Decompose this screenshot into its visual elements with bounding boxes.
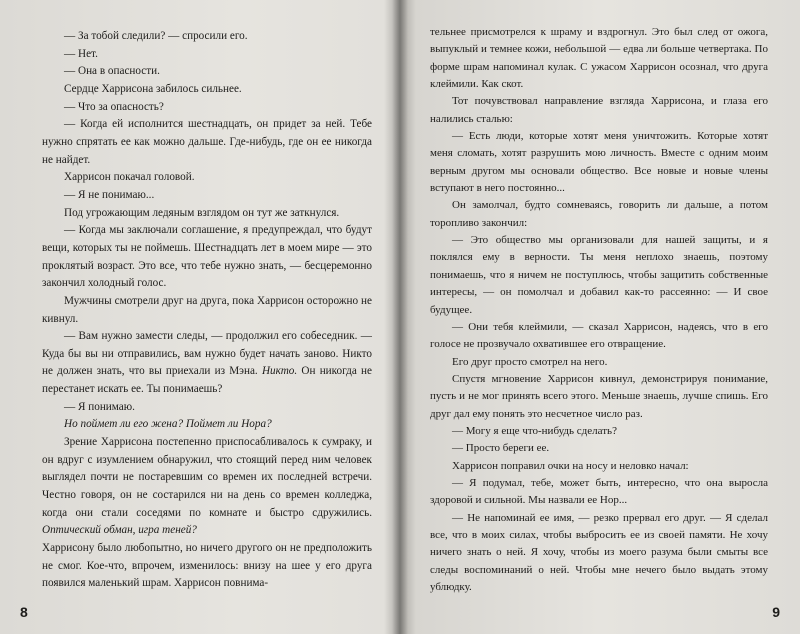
right-page-text [430, 24, 768, 596]
paragraph: — Могу я еще что-нибудь сделать? [452, 424, 617, 437]
italic-phrase: Оптический обман, игра теней? [42, 524, 197, 537]
paragraph: — Она в опасности. [64, 65, 160, 78]
paragraph: Тот почувствовал направление взгляда Харрисона, и глаза его налились сталью: [430, 95, 768, 125]
paragraph: Харрисон поправил очки на носу и неловко начал: [452, 459, 689, 472]
paragraph: — Я подумал, тебе, может быть, интересно, что она выросла здоровой и сильной. Мы назвали ее Нор... [430, 476, 768, 507]
right-page [400, 0, 800, 634]
paragraph: Под угрожающим ледяным взглядом он тут же заткнулся. [64, 206, 340, 219]
paragraph: — Когда ей исполнится шестнадцать, он придет за ней. Тебе нужно спрятать ее как можно дальше. Где-нибудь, где он ее никогда не найдет. [42, 118, 372, 166]
paragraph: Спустя мгновение Харрисон кивнул, демонстрируя понимание, пусть и не мог принять всего этого. Меньше знаешь, лучше спишь. Его друг дал ему понять это несчетное число раз. [430, 372, 768, 420]
paragraph: — Я понимаю. [64, 400, 135, 413]
paragraph: — Не напоминай ее имя, — резко прервал его друг. — Я сделал все, что в моих силах, чтобы выбросить ее из своей памяти. Не хочу ничего знать о ней. Я хочу, чтобы из моего разума были смыты все следы воспоминаний о ней. Чтобы мне нечего было выдать этому ублюдку. [430, 511, 768, 593]
paragraph: — Когда мы заключали соглашение, я предупреждал, что будут вещи, которых ты не поймешь. Шестнадцать лет в моем мире — это проклятый возраст. Это все, что тебе нужно знать, — бесцеремонно закончил холодный голос. [42, 224, 372, 290]
paragraph-text: — Вам нужно замести следы, — продолжил его собеседник. — Куда бы вы ни отправились, вам нужно будет начать заново. Никто не должен знать, что вы приехали из Мэна. [42, 330, 372, 378]
paragraph: Сердце Харрисона забилось сильнее. [64, 82, 242, 95]
paragraph: Харрисон покачал головой. [64, 171, 195, 184]
paragraph: — Нет. [64, 47, 98, 60]
left-page-text [42, 28, 372, 593]
paragraph: тельнее присмотрелся к шраму и вздрогнул. Это был след от ожога, выпуклый и темнее кожи, небольшой — едва ли больше четвертака. По форме шрам напоминал кулак. С ужасом Харрисон осознал, что друга клеймили. Как скот. [430, 26, 768, 91]
paragraph: — Просто береги ее. [452, 442, 550, 455]
paragraph-text: Он никогда не перестанет искать ее. Ты понимаешь? [42, 365, 372, 396]
italic-lead: Никто. [261, 365, 298, 378]
paragraph-italic: Но поймет ли его жена? Поймет ли Нора? [64, 418, 272, 431]
page-number: 8 [20, 604, 28, 620]
paragraph: — Это общество мы организовали для нашей защиты, и я поклялся ему в верности. Ты меня неплохо знаешь, поэтому понимаешь, что я ничем не поступлюсь, чтобы защитить собственные интересы, — он помолчал и добавил как-то рассеянно: — И свое будущее. [430, 234, 768, 316]
paragraph: — Что за опасность? [64, 100, 164, 113]
paragraph [42, 328, 372, 399]
paragraph: Мужчины смотрели друг на друга, пока Харрисон осторожно не кивнул. [42, 294, 372, 325]
paragraph [42, 434, 372, 540]
paragraph-text: Зрение Харрисона постепенно приспосабливалось к сумраку, и он вдруг с изумлением обнаружил, что стоящий перед ним человек выглядел почти не постаревшим со времен их последней встречи. Честно говоря, он не состарился ни на день со времен колледжа, когда они стали соседями по комнате и быстро сдружились. [42, 436, 372, 519]
paragraph: Его друг просто смотрел на него. [452, 355, 608, 368]
paragraph: — Я не понимаю... [64, 188, 155, 201]
paragraph: — Есть люди, которые хотят меня уничтожить. Которые хотят меня сломать, хотят разрушить мою личность. Вместе с одним моим верным другом мы основали общество. Все новые и новые члены вступают в него постоянно... [430, 130, 768, 195]
paragraph: — За тобой следили? — спросили его. [64, 30, 248, 42]
paragraph: Он замолчал, будто сомневаясь, говорить ли дальше, а потом торопливо закончил: [430, 199, 768, 229]
page-number: 9 [772, 604, 780, 620]
paragraph: Харрисону было любопытно, но ничего другого он не предположить не смог. Кое-что, впрочем, изменилось: внизу на шее у его друга появился маленький шрам. Харрисон повнима- [42, 542, 372, 590]
paragraph: — Они тебя клеймили, — сказал Харрисон, надеясь, что в его голосе не прозвучало охватившее его отвращение. [430, 320, 768, 351]
